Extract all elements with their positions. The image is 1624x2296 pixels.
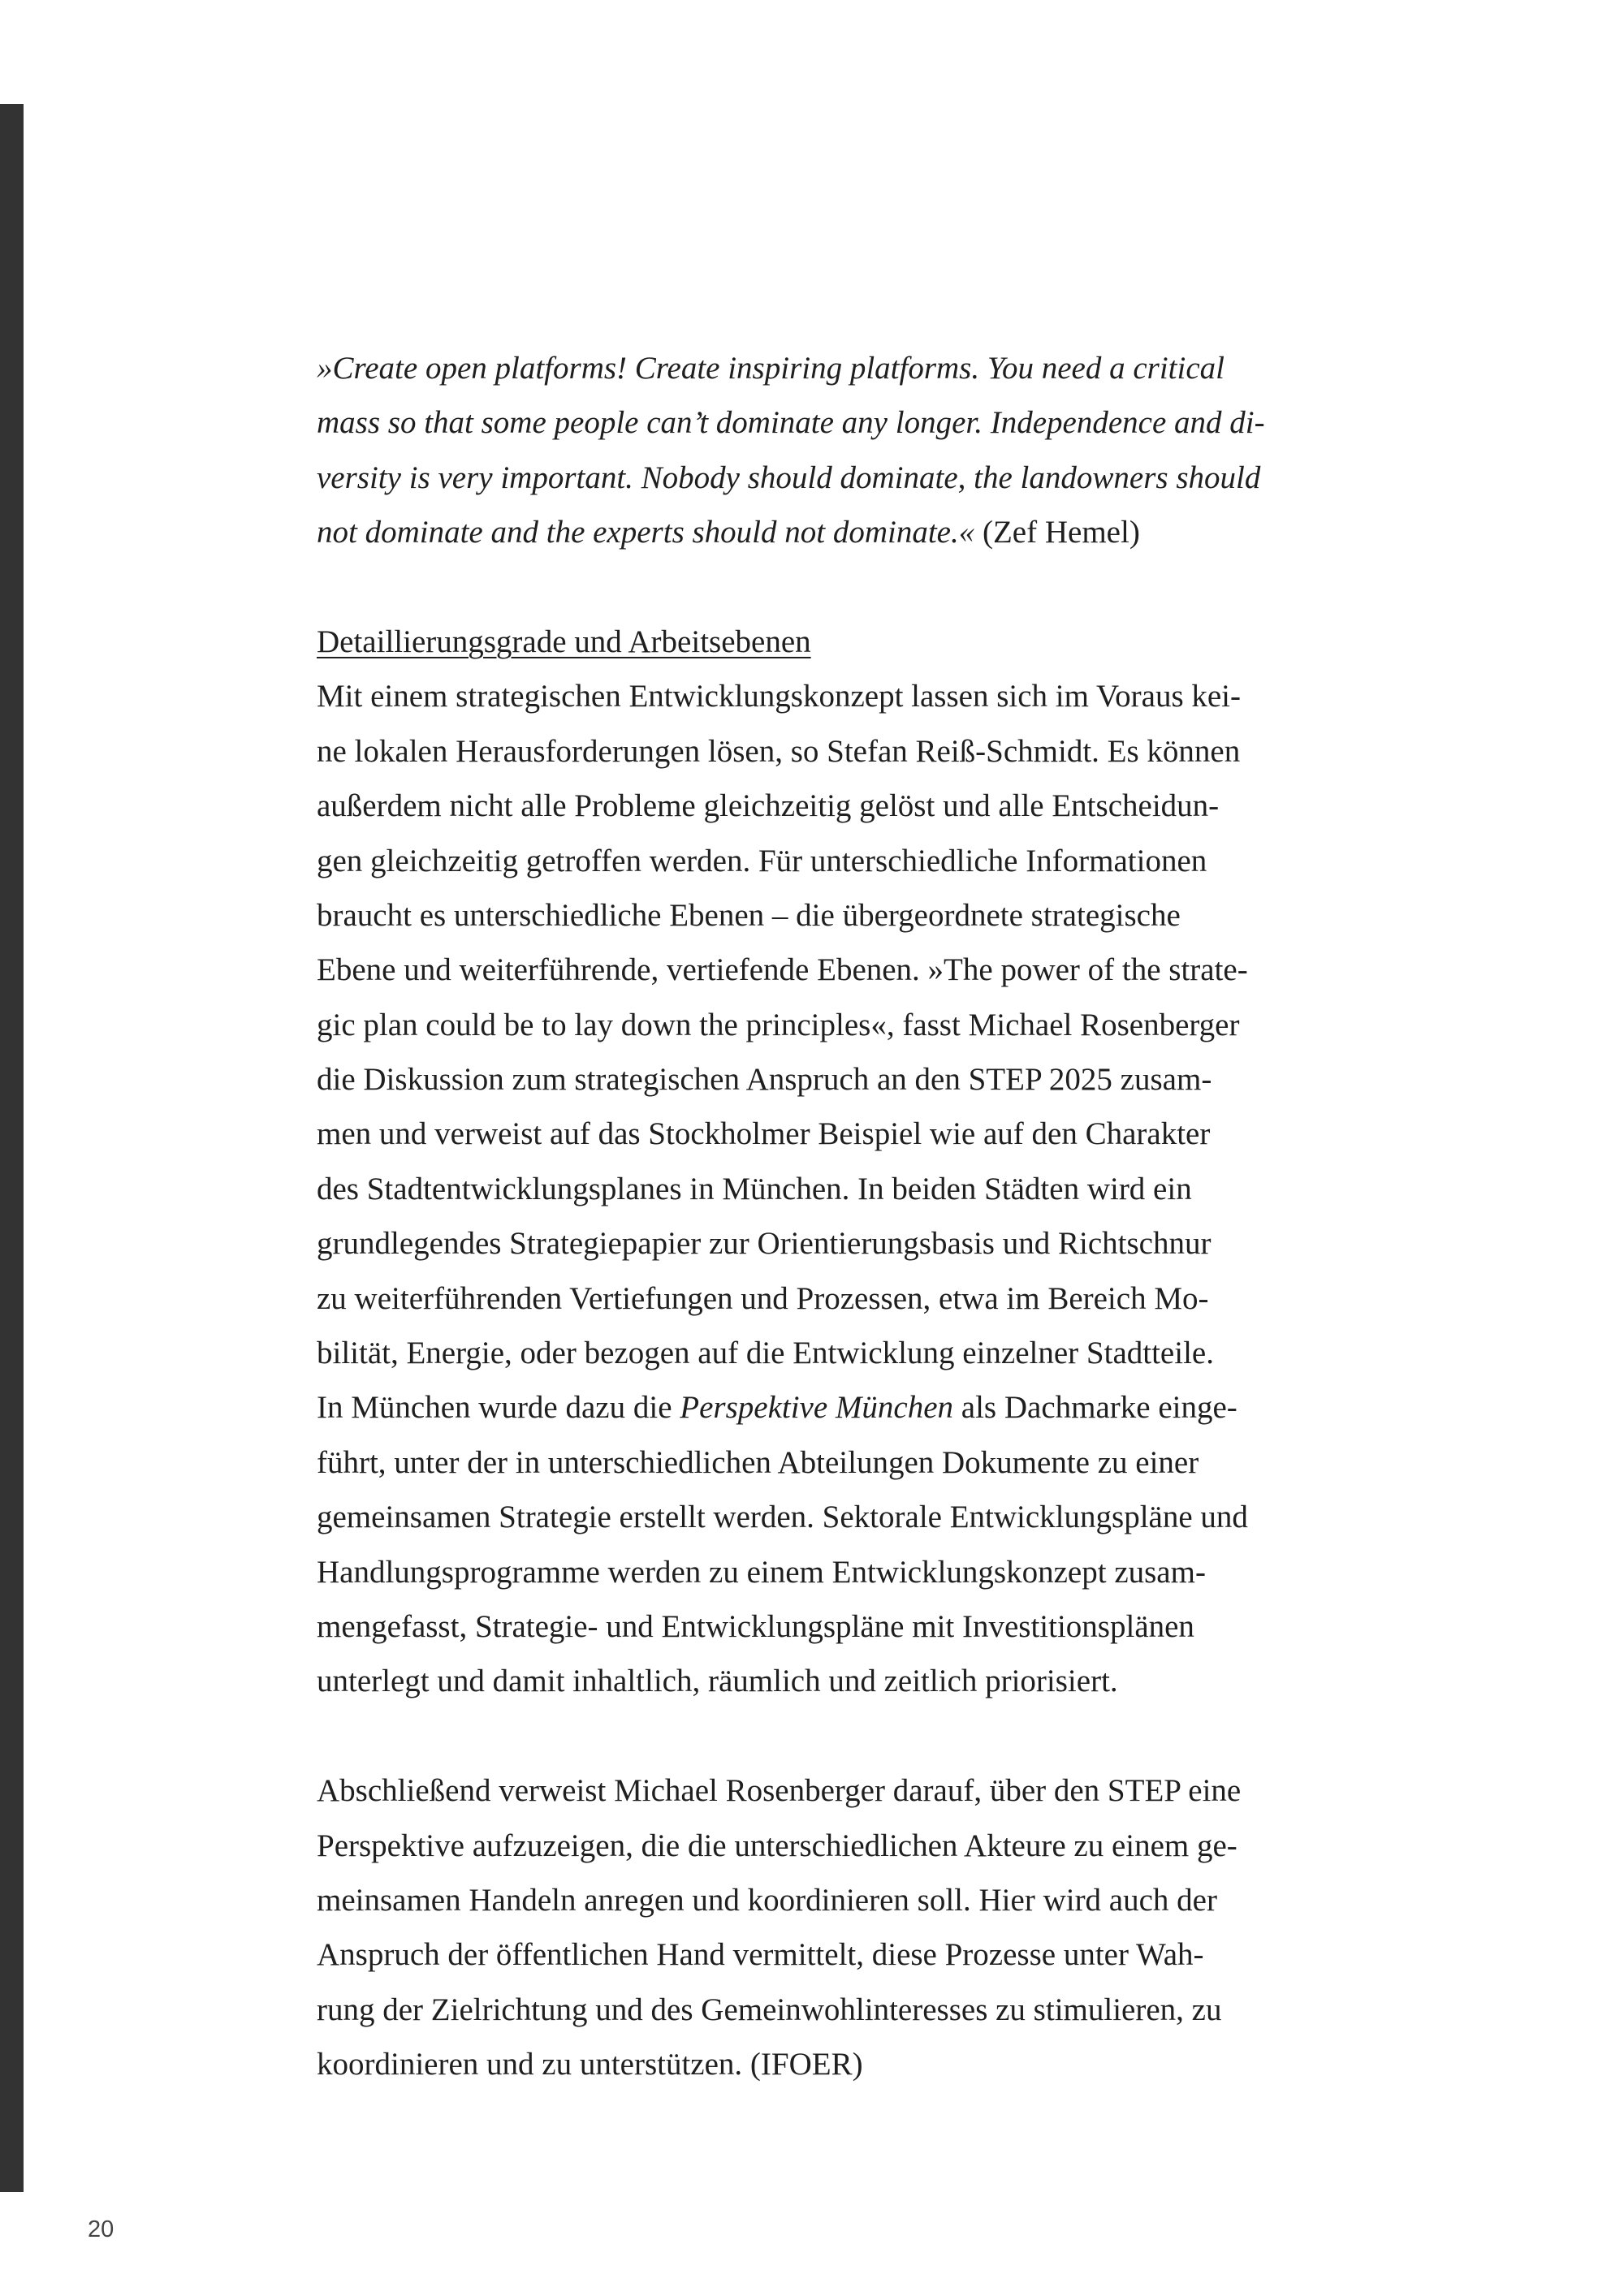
text-line: braucht es unterschiedliche Ebenen – die übergeordnete strategische (317, 897, 1181, 933)
text-line: außerdem nicht alle Probleme gleichzeitig gelöst und alle Entscheidun- (317, 788, 1220, 824)
text-line: ne lokalen Herausforderungen lösen, so Stefan Reiß-Schmidt. Es können (317, 733, 1241, 769)
text-line: Perspektive aufzuzeigen, die die unterschiedlichen Akteure zu einem ge- (317, 1828, 1237, 1863)
text-line: grundlegendes Strategiepapier zur Orientierungsbasis und Richtschnur (317, 1226, 1212, 1262)
text-line: bilität, Energie, oder bezogen auf die Entwicklung einzelner Stadtteile. (317, 1336, 1214, 1371)
page-edge-bar (0, 104, 24, 2192)
text-line: koordinieren und zu unterstützen. (IFOER) (317, 2047, 863, 2082)
text-line: führt, unter der in unterschiedlichen Abteilungen Dokumente zu einer (317, 1444, 1199, 1480)
text-line: die Diskussion zum strategischen Anspruch an den STEP 2025 zusam- (317, 1062, 1212, 1098)
text-line: mengefasst, Strategie- und Entwicklungspläne mit Investitionsplänen (317, 1608, 1194, 1644)
paragraph-1 (317, 669, 1291, 1708)
text-line-with-italic (317, 1380, 1291, 1435)
text-segment: als Dachmarke einge- (953, 1390, 1237, 1426)
paragraph-2 (317, 1763, 1291, 2091)
text-line: Handlungsprogramme werden zu einem Entwicklungskonzept zusam- (317, 1554, 1206, 1590)
text-segment: In München wurde dazu die (317, 1390, 680, 1426)
text-line: Mit einem strategischen Entwicklungskonzept lassen sich im Voraus kei- (317, 679, 1242, 714)
text-line: rung der Zielrichtung und des Gemeinwohlinteresses zu stimulieren, zu (317, 1992, 1222, 2027)
spacer (317, 560, 1291, 615)
text-line: Ebene und weiterführende, vertiefende Ebenen. »The power of the strate- (317, 952, 1248, 988)
quote-block (317, 341, 1291, 560)
text-line: gic plan could be to lay down the principles«, fasst Michael Rosenberger (317, 1007, 1240, 1042)
section-heading: Detaillierungsgrade und Arbeitsebenen (317, 624, 811, 659)
text-line: unterlegt und damit inhaltlich, räumlich und zeitlich priorisiert. (317, 1664, 1118, 1699)
text-line: des Stadtentwicklungsplanes in München. In beiden Städten wird ein (317, 1171, 1192, 1206)
text-line: zu weiterführenden Vertiefungen und Prozessen, etwa im Bereich Mo- (317, 1280, 1209, 1316)
quote-line: versity is very important. Nobody should dominate, the landowners should (317, 460, 1261, 495)
spacer (317, 1709, 1291, 1763)
text-line: gemeinsamen Strategie erstellt werden. Sektorale Entwicklungspläne und (317, 1500, 1248, 1535)
text-line: Abschließend verweist Michael Rosenberger darauf, über den STEP eine (317, 1773, 1242, 1809)
text-line: Anspruch der öffentlichen Hand vermittelt, diese Prozesse unter Wah- (317, 1937, 1204, 1973)
quote-last-line (317, 505, 1291, 559)
quote-line: mass so that some people can’t dominate any longer. Independence and di- (317, 405, 1265, 441)
text-line: men und verweist auf das Stockholmer Beispiel wie auf den Charakter (317, 1116, 1211, 1152)
quote-line: »Create open platforms! Create inspiring platforms. You need a critical (317, 351, 1224, 386)
italic-term: Perspektive München (680, 1390, 954, 1426)
text-line: meinsamen Handeln anregen und koordinieren soll. Hier wird auch der (317, 1882, 1217, 1918)
quote-attribution: (Zef Hemel) (974, 515, 1140, 550)
page-number: 20 (88, 2216, 114, 2242)
text-line: gen gleichzeitig getroffen werden. Für unterschiedliche Informationen (317, 843, 1207, 878)
page-content (317, 341, 1291, 2092)
quote-line: not dominate and the experts should not dominate.« (317, 515, 975, 550)
